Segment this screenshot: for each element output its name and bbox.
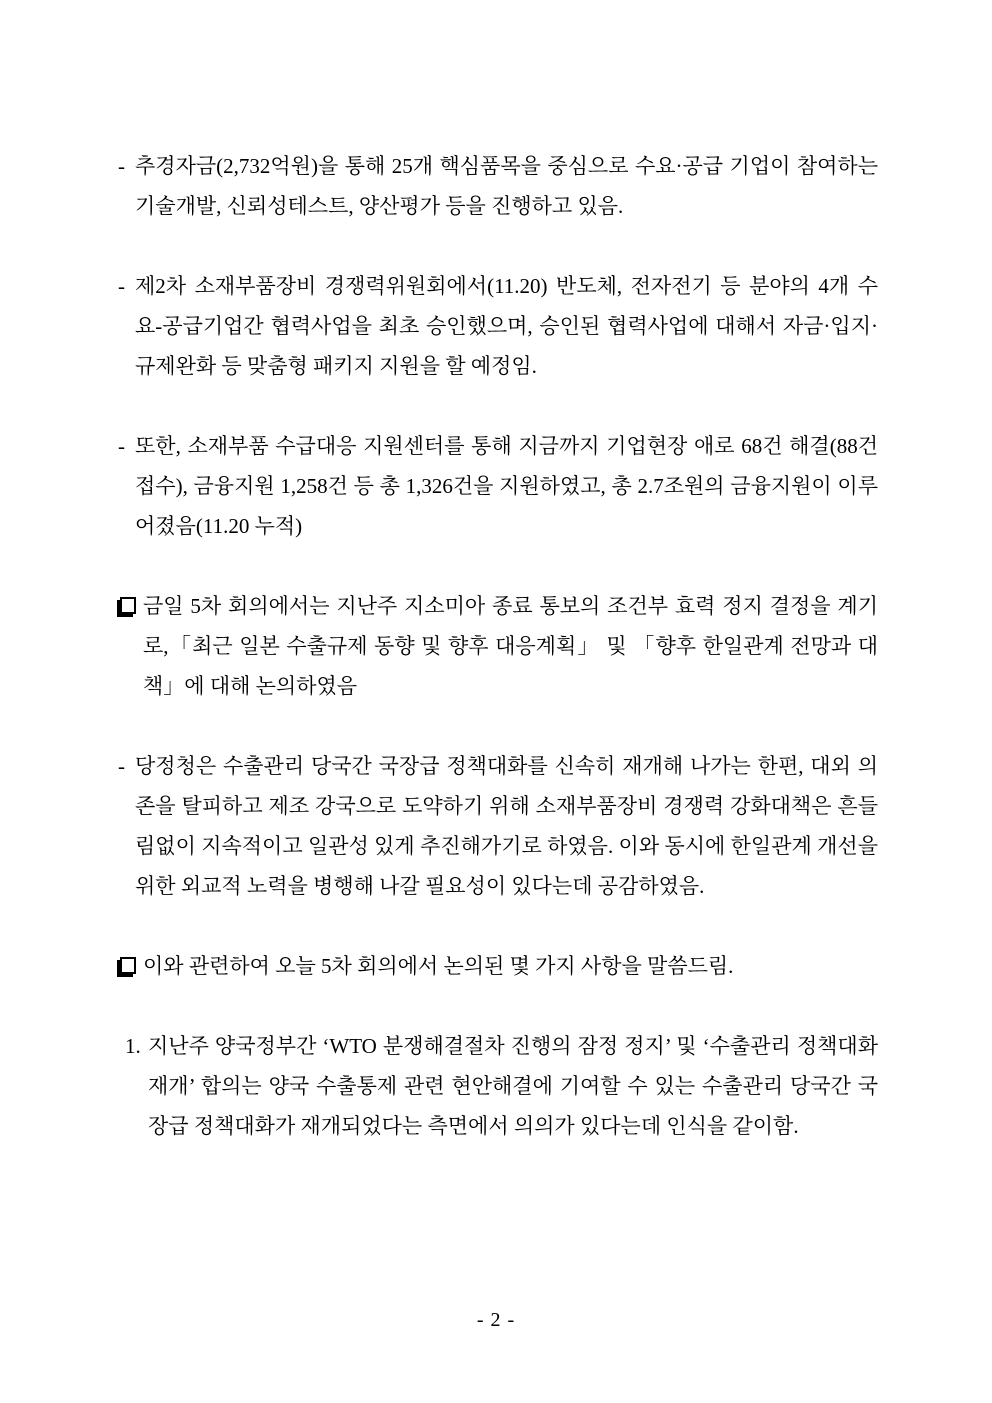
paragraph	[116, 266, 878, 386]
paragraph	[116, 746, 878, 906]
paragraph-text: 또한, 소재부품 수급대응 지원센터를 통해 지금까지 기업현장 애로 68건 해결(88건 접수), 금융지원 1,258건 등 총 1,326건을 지원하였고, 총 2.7조원의 금융지원이 이루어졌음(11.20 누적)	[135, 434, 878, 538]
dash-bullet: -	[118, 754, 125, 778]
number-bullet: 1.	[125, 1034, 141, 1058]
paragraph-text: 당정청은 수출관리 당국간 국장급 정책대화를 신속히 재개해 나가는 한편, 대외 의존을 탈피하고 제조 강국으로 도약하기 위해 소재부품장비 경쟁력 강화대책은 흔들림없이 지속적이고 일관성 있게 추진해가기로 하였음. 이와 동시에 한일관계 개선을 위한 외교적 노력을 병행해 나갈 필요성이 있다는데 공감하였음.	[135, 754, 878, 898]
paragraph-text: 이와 관련하여 오늘 5차 회의에서 논의된 몇 가지 사항을 말씀드림.	[143, 954, 734, 978]
page-number: - 2 -	[476, 1309, 516, 1331]
paragraph-text: 제2차 소재부품장비 경쟁력위원회에서(11.20) 반도체, 전자전기 등 분야의 4개 수요-공급기업간 협력사업을 최초 승인했으며, 승인된 협력사업에 대해서 자금·입지·규제완화 등 맞춤형 패키지 지원을 할 예정임.	[135, 274, 878, 378]
dash-bullet: -	[118, 434, 125, 458]
document-body	[116, 146, 878, 1146]
paragraph	[116, 1026, 878, 1146]
paragraph	[116, 146, 878, 226]
square-bullet-icon	[120, 957, 136, 974]
dash-bullet: -	[118, 274, 125, 298]
paragraph	[116, 946, 878, 986]
paragraph	[116, 586, 878, 706]
dash-bullet: -	[118, 154, 125, 178]
square-bullet-icon	[120, 597, 136, 614]
paragraph-text: 추경자금(2,732억원)을 통해 25개 핵심품목을 중심으로 수요·공급 기업이 참여하는 기술개발, 신뢰성테스트, 양산평가 등을 진행하고 있음.	[135, 154, 878, 218]
paragraph-text: 금일 5차 회의에서는 지난주 지소미아 종료 통보의 조건부 효력 정지 결정을 계기로,「최근 일본 수출규제 동향 및 향후 대응계획」 및 「향후 한일관계 전망과 대책」에 대해 논의하였음	[143, 594, 878, 698]
paragraph	[116, 426, 878, 546]
paragraph-text: 지난주 양국정부간 ‘WTO 분쟁해결절차 진행의 잠정 정지’ 및 ‘수출관리 정책대화 재개’ 합의는 양국 수출통제 관련 현안해결에 기여할 수 있는 수출관리 당국간 국장급 정책대화가 재개되었다는 측면에서 의의가 있다는데 인식을 같이함.	[148, 1034, 878, 1138]
